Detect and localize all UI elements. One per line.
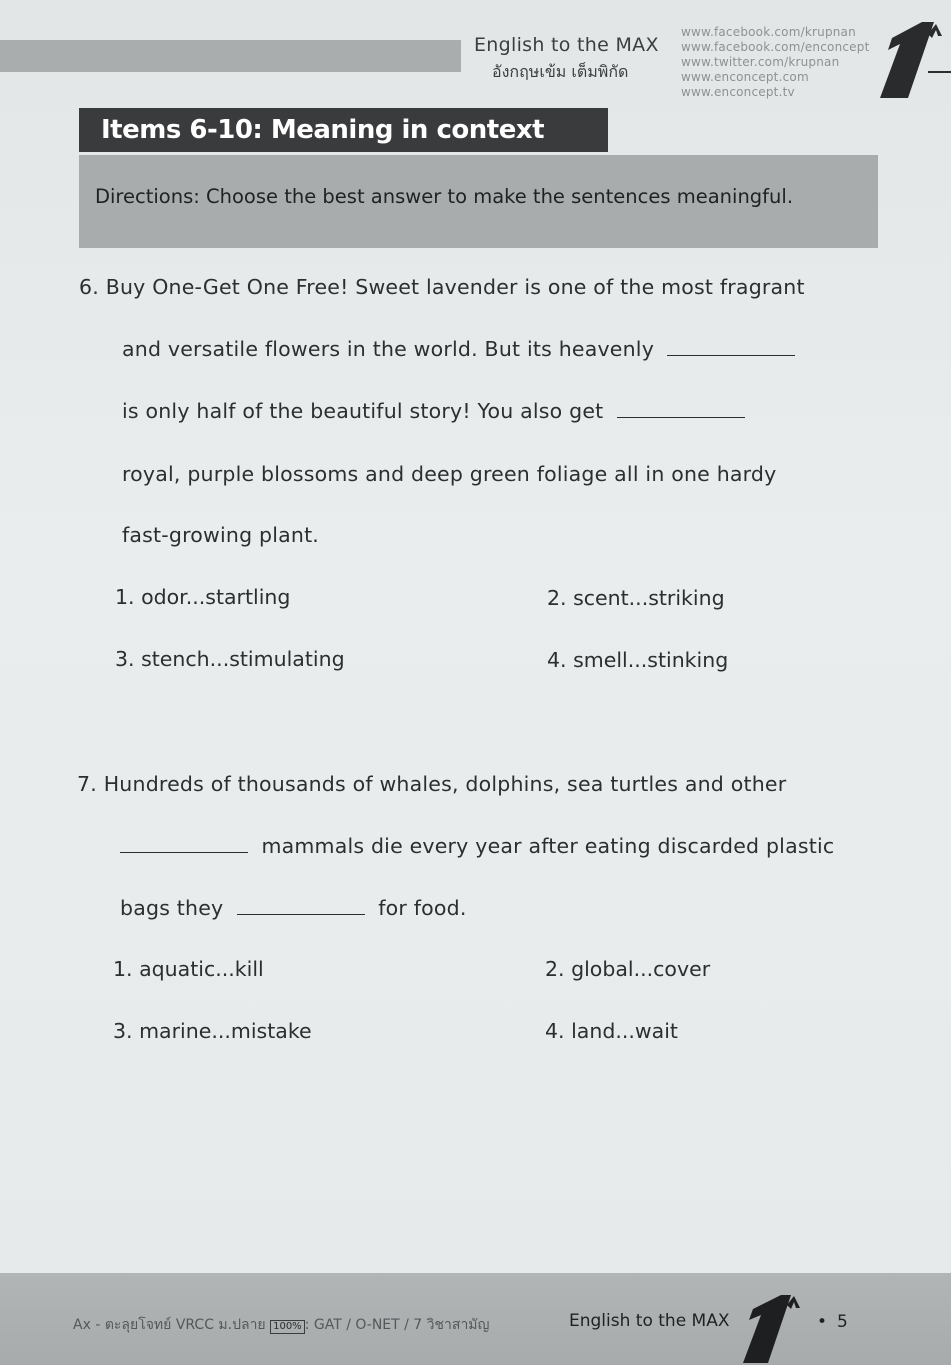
- question-6-line-1: 6. Buy One-Get One Free! Sweet lavender is one of the most fragrant: [79, 275, 805, 299]
- bullet-icon: •: [817, 1312, 828, 1332]
- brand-subtitle: อังกฤษเข้ม เต็มพิกัด: [492, 62, 629, 81]
- brand-logo-icon: [878, 20, 951, 102]
- footer-brand: English to the MAX: [569, 1311, 730, 1331]
- footer-logo-icon: [741, 1293, 807, 1365]
- footer-book-info: Ax - ตะลุยโจทย์ VRCC ม.ปลาย 100% : GAT / O-NET / 7 วิชาสามัญ: [73, 1317, 490, 1333]
- answer-blank: [120, 834, 248, 853]
- answer-blank: [667, 337, 795, 356]
- link-website: www.enconcept.com: [681, 70, 809, 84]
- question-7-option-2[interactable]: 2. global...cover: [545, 957, 711, 981]
- question-6-option-4[interactable]: 4. smell...stinking: [547, 648, 729, 672]
- question-7-line-1: 7. Hundreds of thousands of whales, dolphins, sea turtles and other: [77, 772, 787, 796]
- question-7-line-3: bags they for food.: [120, 896, 467, 920]
- question-6-line-5: fast-growing plant.: [122, 523, 320, 547]
- question-7-option-4[interactable]: 4. land...wait: [545, 1019, 678, 1043]
- question-6-line-4: royal, purple blossoms and deep green foliage all in one hardy: [122, 462, 777, 486]
- link-twitter: www.twitter.com/krupnan: [681, 55, 840, 69]
- question-7-line-2: mammals die every year after eating discarded plastic: [120, 834, 834, 858]
- question-6-line-3: is only half of the beautiful story! You also get: [122, 399, 745, 423]
- question-7-option-3[interactable]: 3. marine...mistake: [113, 1019, 312, 1043]
- question-6-option-3[interactable]: 3. stench...stimulating: [115, 647, 345, 671]
- header-bar: [0, 40, 461, 72]
- question-7-option-1[interactable]: 1. aquatic...kill: [113, 957, 264, 981]
- question-6-option-1[interactable]: 1. odor...startling: [115, 585, 291, 609]
- page-number: • 5: [817, 1312, 848, 1332]
- answer-blank: [617, 399, 745, 418]
- answer-blank: [237, 896, 365, 915]
- question-6-option-2[interactable]: 2. scent...striking: [547, 586, 725, 610]
- question-6-number: 6.: [79, 275, 99, 299]
- question-7-number: 7.: [77, 772, 97, 796]
- link-tv: www.enconcept.tv: [681, 85, 795, 99]
- link-facebook-krupnan: www.facebook.com/krupnan: [681, 25, 856, 39]
- directions-text: Directions: Choose the best answer to make the sentences meaningful.: [95, 185, 794, 208]
- logo-rule: [928, 71, 951, 73]
- directions-box: [79, 155, 878, 248]
- link-facebook-enconcept: www.facebook.com/enconcept: [681, 40, 870, 54]
- brand-title: English to the MAX: [474, 34, 659, 56]
- social-links: [681, 25, 870, 100]
- question-6-line-2: and versatile flowers in the world. But its heavenly: [122, 337, 795, 361]
- badge-100-icon: 100%: [270, 1320, 305, 1334]
- section-title: Items 6-10: Meaning in context: [79, 108, 608, 152]
